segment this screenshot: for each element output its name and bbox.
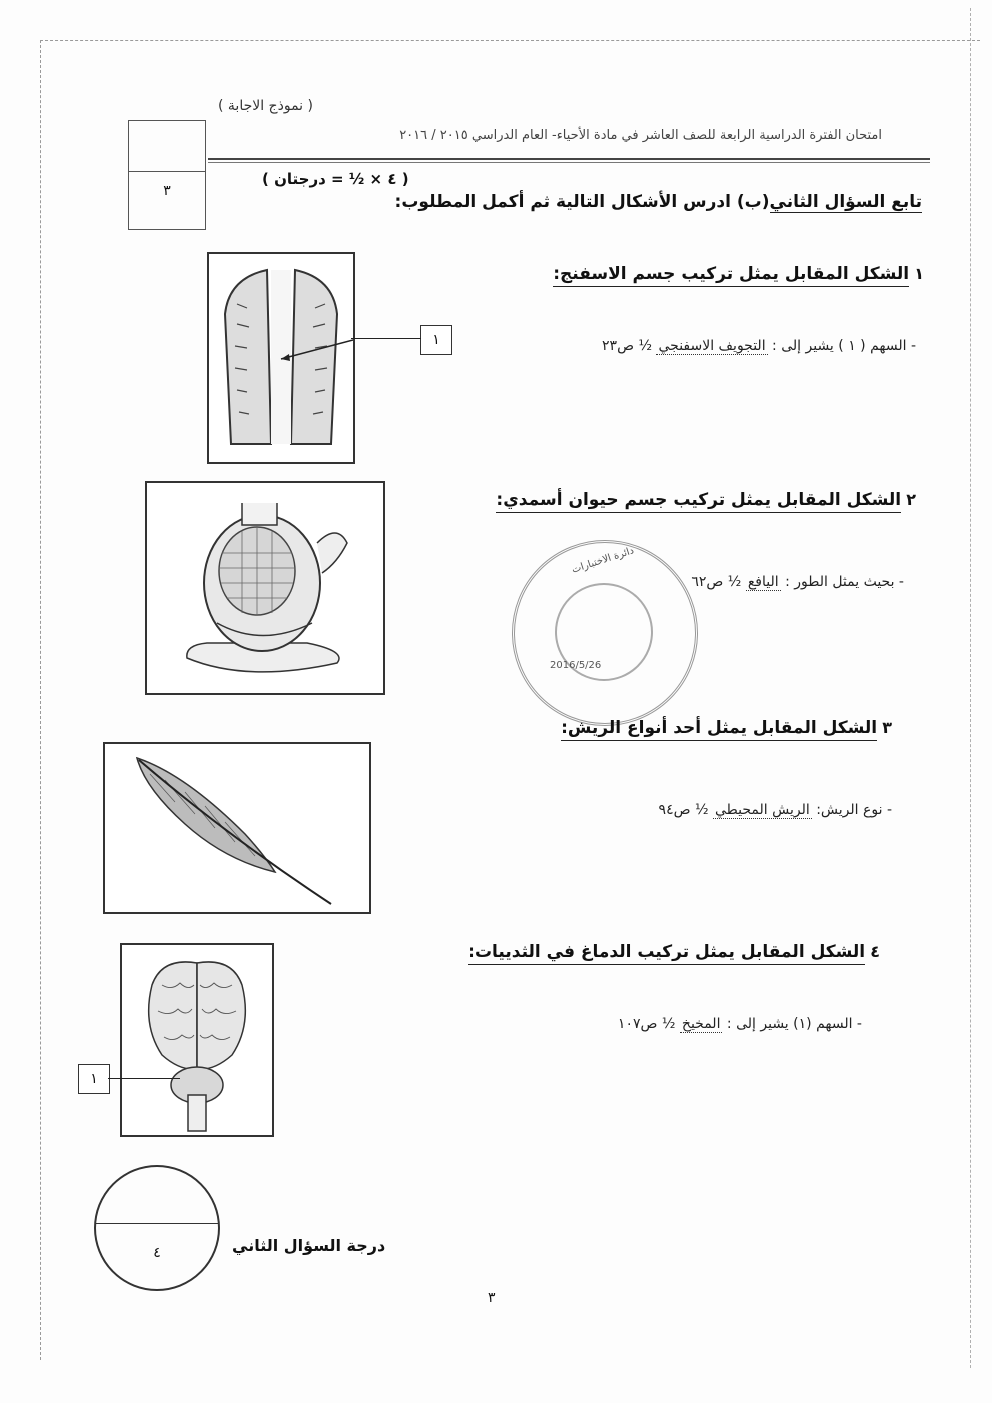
item-4-answer — [618, 1016, 862, 1032]
feather-figure — [103, 742, 371, 914]
item-3-answer-value: الريش المحيطي — [715, 802, 810, 818]
item-4-header — [468, 942, 880, 962]
sponge-figure — [207, 252, 355, 464]
question-title-prefix: تابع السؤال الثاني — [769, 192, 922, 212]
sponge-arrow-line — [351, 338, 421, 339]
brain-figure — [120, 943, 274, 1137]
item-2-answer-mark: ½ — [727, 574, 742, 590]
sponge-label-box: ١ — [420, 325, 452, 355]
page-frame-top — [40, 40, 980, 41]
item-4-answer-value: المخيخ — [681, 1016, 721, 1032]
feather-illustration — [105, 744, 369, 912]
item-4-answer-ref: ص١٠٧ — [617, 1016, 658, 1032]
answer-model-label: ( نموذج الاجابة ) — [218, 98, 313, 114]
item-3-number: ٣ — [882, 718, 892, 737]
item-3-answer — [659, 802, 892, 818]
brain-arrow-line — [108, 1078, 180, 1079]
item-1-answer-mark: ½ — [638, 338, 653, 354]
item-3-heading: الشكل المقابل يمثل أحد أنواع الريش: — [561, 718, 877, 741]
item-2-heading: الشكل المقابل يمثل تركيب جسم حيوان أسمدي: — [496, 490, 901, 513]
exam-title: امتحان الفترة الدراسية الرابعة للصف العاشر في مادة الأحياء- العام الدراسي ٢٠١٥ / ٢٠١٦ — [399, 128, 882, 143]
item-1-answer — [602, 338, 916, 354]
item-4-heading: الشكل المقابل يمثل تركيب الدماغ في الثدييات: — [468, 942, 865, 965]
header-rule-thin — [208, 162, 930, 163]
sponge-illustration — [209, 254, 353, 462]
item-1-answer-ref: ص٢٣ — [602, 338, 634, 354]
item-2-number: ٢ — [906, 490, 916, 509]
page-box-number: ٣ — [163, 183, 171, 199]
page-frame-left — [40, 40, 41, 1360]
question-instruction: ادرس الأشكال التالية ثم أكمل المطلوب: — [394, 192, 731, 212]
item-2-answer-prefix: - بحيث يمثل الطور : — [785, 574, 904, 590]
item-4-answer-prefix: - السهم (١) يشير إلى : — [726, 1016, 862, 1032]
grade-label: درجة السؤال الثاني — [232, 1236, 386, 1255]
question-title — [395, 192, 922, 212]
page-frame-right — [970, 8, 971, 1368]
item-2-answer-value: اليافع — [747, 574, 779, 590]
item-3-header — [561, 718, 892, 738]
brain-illustration — [122, 945, 272, 1135]
page-number: ٣ — [488, 1290, 496, 1306]
item-1-heading: الشكل المقابل يمثل تركيب جسم الاسفنج: — [553, 264, 909, 287]
item-3-answer-mark: ½ — [694, 802, 709, 818]
question-part: (ب) — [736, 192, 770, 212]
item-2-header — [496, 490, 916, 510]
question-score: ( ٤ × ½ = درجتان ) — [262, 170, 409, 188]
grade-value: ٤ — [153, 1245, 161, 1261]
item-3-answer-ref: ص٩٤ — [658, 802, 691, 818]
grade-circle — [94, 1165, 220, 1291]
item-1-header — [553, 264, 924, 284]
snail-figure — [145, 481, 385, 695]
stamp-date: 2016/5/26 — [550, 660, 602, 671]
stamp-text: دائرة الاختبارات — [570, 545, 636, 576]
item-1-answer-prefix: - السهم ( ١ ) يشير إلى : — [772, 338, 916, 354]
item-3-answer-prefix: - نوع الريش: — [816, 802, 892, 818]
item-4-answer-mark: ½ — [661, 1016, 676, 1032]
item-1-number: ١ — [914, 264, 924, 283]
item-2-answer-ref: ص٦٢ — [691, 574, 724, 590]
brain-label-box: ١ — [78, 1064, 110, 1094]
snail-illustration — [147, 483, 383, 693]
header-rule — [208, 158, 930, 160]
item-2-answer — [691, 574, 904, 590]
item-1-answer-value: التجويف الاسفنجي — [658, 338, 766, 354]
page-score-box — [128, 120, 206, 230]
item-4-number: ٤ — [870, 942, 880, 961]
